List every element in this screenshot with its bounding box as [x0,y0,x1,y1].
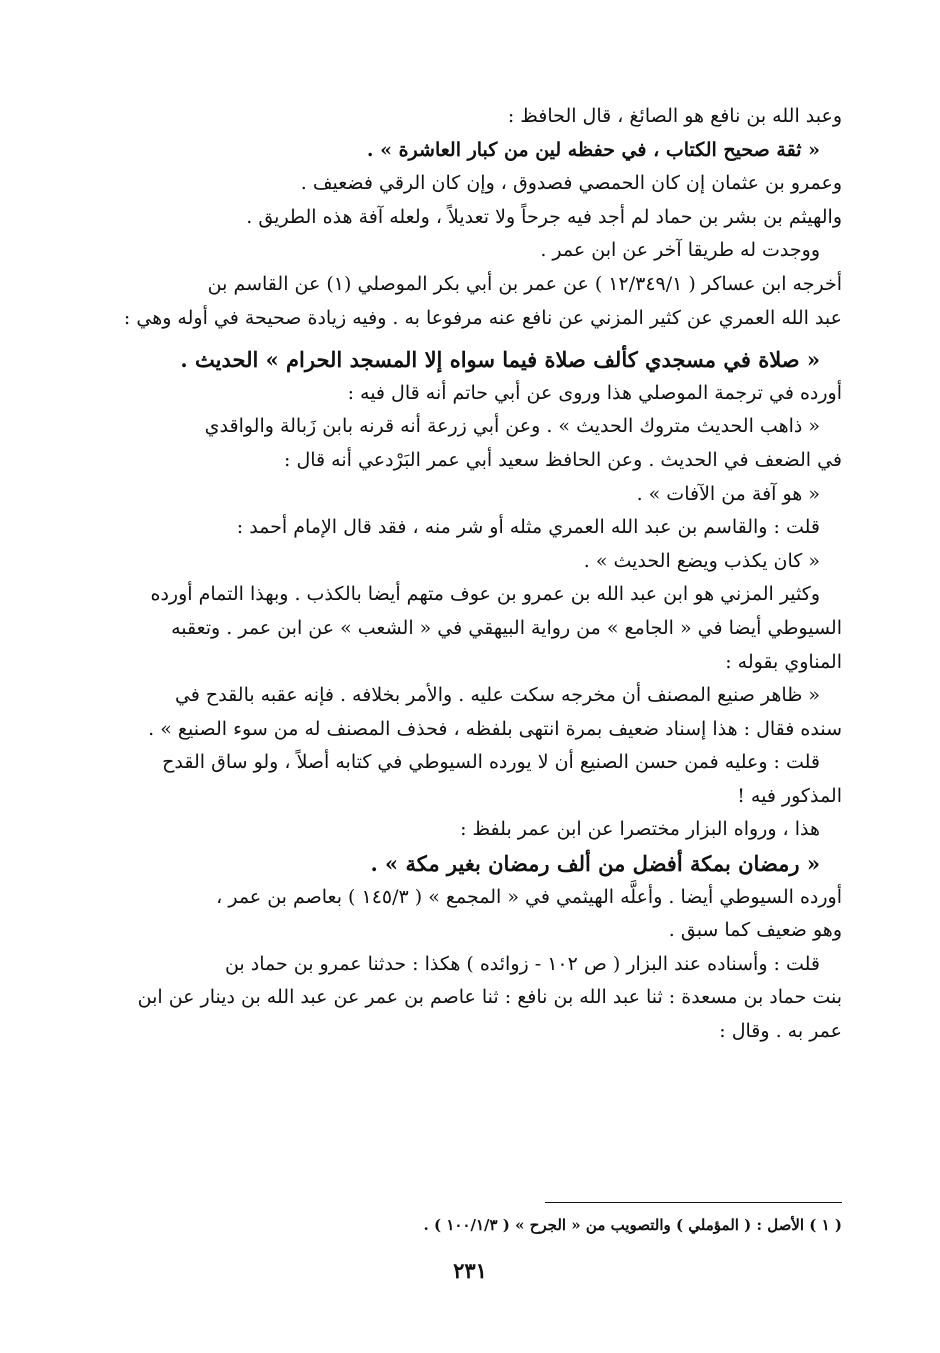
text-line: وكثير المزني هو ابن عبد الله بن عمرو بن عوف متهم أيضا بالكذب . وبهذا التمام أورده [150,583,820,606]
text-line: قلت : والقاسم بن عبد الله العمري مثله أو شر منه ، فقد قال الإمام أحمد : [236,516,820,539]
quote-line: « ظاهر صنيع المصنف أن مخرجه سكت عليه . والأمر بخلافه . فإنه عقبه بالقدح في [174,684,820,707]
text-line: قلت : وأسناده عند البزار ( ص ١٠٢ - زوائده ) هكذا : حدثنا عمرو بن حماد بن [224,952,820,975]
page-number: ٢٣١ [453,1258,487,1283]
text-line: وعبد الله بن نافع هو الصائغ ، قال الحافظ : [507,105,842,127]
text-line: قلت : وعليه فمن حسن الصنيع أن لا يورده السيوطي في كتابه أصلاً ، ولو ساق القدح [162,751,820,774]
text-line: في الضعف في الحديث . وعن الحافظ سعيد أبي عمر البَرْدعي أنه قال : [284,448,842,471]
text-line: بنت حماد بن مسعدة : ثنا عبد الله بن نافع : ثنا عاصم بن عمر عن عبد الله بن دينار عن ابن [137,986,842,1009]
text-line: سنده فقال : هذا إسناد ضعيف بمرة انتهى بلفظه ، فحذف المصنف له من سوء الصنيع » . [148,717,842,740]
main-text [100,100,842,1049]
quote-line: « ذاهب الحديث متروك الحديث » . وعن أبي زرعة أنه قرنه بابن زَبالة والواقدي [204,415,820,438]
quote-line: « ثقة صحيح الكتاب ، في حفظه لين من كبار العاشرة » . [366,138,820,161]
text-line: أورده السيوطي أيضا . وأعلَّه الهيثمي في « المجمع » ( ١٤٥/٣ ) بعاصم بن عمر ، [216,885,842,908]
text-line: المناوي بقوله : [725,650,842,673]
text-line: ووجدت له طريقا آخر عن ابن عمر . [540,239,820,262]
text-line: هذا ، ورواه البزار مختصرا عن ابن عمر بلفظ : [460,818,820,841]
hadith-line: « صلاة في مسجدي كألف صلاة فيما سواه إلا المسجد الحرام » الحديث . [180,347,820,373]
text-line: وهو ضعيف كما سبق . [668,919,842,942]
text-line: وعمرو بن عثمان إن كان الحمصي فصدوق ، وإن كان الرقي فضعيف . [300,172,842,195]
footnote: ( ١ ) الأصل : ( المؤملي ) والتصويب من « الجرح » ( ١٠٠/١/٣ ) . [423,1216,842,1234]
text-line: والهيثم بن بشر بن حماد لم أجد فيه جرحاً ولا تعديلاً ، ولعله آفة هذه الطريق . [246,205,842,228]
quote-line: « كان يكذب ويضع الحديث » . [583,549,820,572]
text-line: عبد الله العمري عن كثير المزني عن نافع عنه مرفوعا به . وفيه زيادة صحيحة في أوله وهي : [123,306,842,329]
footnote-divider [545,1202,842,1203]
hadith-line: « رمضان بمكة أفضل من ألف رمضان بغير مكة » . [370,851,820,877]
quote-line: « هو آفة من الآفات » . [636,482,820,505]
text-line: أخرجه ابن عساكر ( ١٢/٣٤٩/١ ) عن عمر بن أبي بكر الموصلي (١) عن القاسم بن [207,272,842,295]
text-line: السيوطي أيضا في « الجامع » من رواية البيهقي في « الشعب » عن ابن عمر . وتعقبه [171,616,842,639]
text-line: المذكور فيه ! [737,784,842,807]
text-line: أورده في ترجمة الموصلي هذا وروى عن أبي حاتم أنه قال فيه : [347,381,842,404]
text-line: عمر به . وقال : [719,1020,842,1043]
